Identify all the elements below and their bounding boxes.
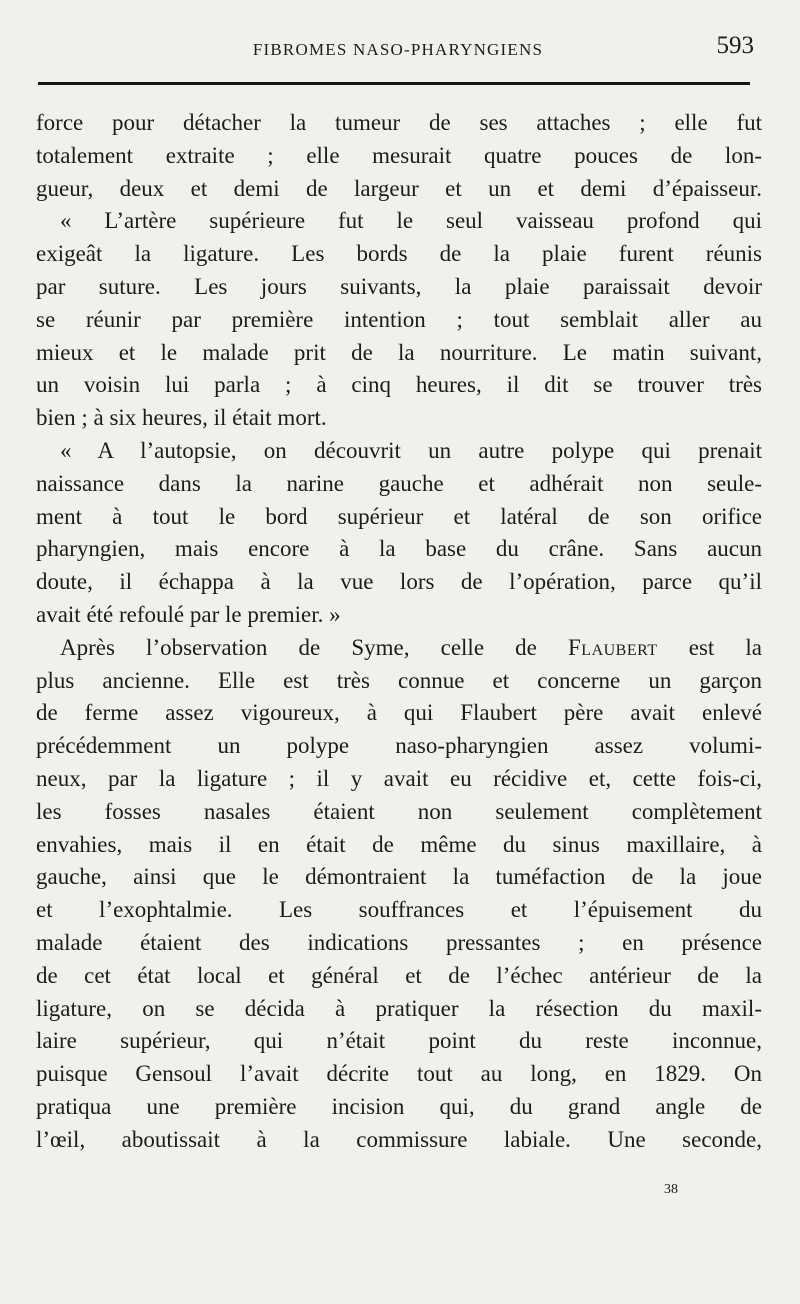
signature-mark: 38	[664, 1182, 678, 1197]
text-line: envahies, mais il en était de même du sinus maxillaire, à	[36, 831, 762, 857]
text-line: de cet état local et général et de l’échec antérieur de la	[36, 962, 762, 988]
text-line: se réunir par première intention ; tout semblait aller au	[36, 306, 762, 332]
text-line: gauche, ainsi que le démontraient la tuméfaction de la joue	[36, 864, 762, 890]
running-head	[40, 32, 756, 64]
text-line: doute, il échappa à la vue lors de l’opération, parce qu’il	[36, 569, 762, 595]
text-line: neux, par la ligature ; il y avait eu récidive et, cette fois-ci,	[36, 765, 762, 791]
text-line: plus ancienne. Elle est très connue et concerne un garçon	[36, 667, 762, 693]
header-rule	[38, 82, 750, 85]
text-line: pharyngien, mais encore à la base du crâne. Sans aucun	[36, 536, 762, 562]
text-line: « L’artère supérieure fut le seul vaisseau profond qui	[60, 208, 762, 234]
text-line: force pour détacher la tumeur de ses attaches ; elle fut	[36, 110, 762, 135]
text-line: un voisin lui parla ; à cinq heures, il dit se trouver très	[36, 372, 762, 398]
text-line: ment à tout le bord supérieur et latéral de son orifice	[36, 503, 762, 529]
text-segment: Après l’observation de Syme, celle de	[60, 634, 537, 660]
text-line: par suture. Les jours suivants, la plaie paraissait devoir	[36, 273, 762, 299]
page-number: 593	[716, 32, 754, 59]
text-line: malade étaient des indications pressantes ; en présence	[36, 929, 762, 955]
text-line: laire supérieur, qui n’était point du reste inconnue,	[36, 1028, 762, 1054]
text-line: de ferme assez vigoureux, à qui Flaubert père avait enlevé	[36, 700, 762, 726]
author-name: Flaubert	[568, 634, 658, 660]
text-line: « A l’autopsie, on découvrit un autre polype qui prenait	[60, 437, 762, 463]
text-line: avait été refoulé par le premier. »	[36, 601, 341, 627]
text-line: les fosses nasales étaient non seulement complètement	[36, 798, 762, 824]
text-line: l’œil, aboutissait à la commissure labiale. Une seconde,	[36, 1126, 762, 1152]
text-line	[36, 632, 762, 665]
text-line: ligature, on se décida à pratiquer la résection du maxil-	[36, 995, 762, 1021]
text-line: et l’exophtalmie. Les souffrances et l’épuisement du	[36, 897, 762, 923]
text-line: totalement extraite ; elle mesurait quatre pouces de lon-	[36, 142, 762, 168]
text-line: précédemment un polype naso-pharyngien assez volumi-	[36, 733, 762, 759]
text-segment: est la	[688, 634, 762, 660]
text-line: naissance dans la narine gauche et adhérait non seule-	[36, 470, 762, 496]
text-line: gueur, deux et demi de largeur et un et demi d’épaisseur.	[36, 175, 762, 201]
body-text	[36, 107, 762, 1157]
text-line: pratiqua une première incision qui, du grand angle de	[36, 1093, 762, 1119]
text-line: bien ; à six heures, il était mort.	[36, 405, 327, 431]
text-line: exigeât la ligature. Les bords de la plaie furent réunis	[36, 241, 762, 267]
text-line: puisque Gensoul l’avait décrite tout au long, en 1829. On	[36, 1061, 762, 1087]
running-title: FIBROMES NASO-PHARYNGIENS	[252, 40, 544, 59]
text-line: mieux et le malade prit de la nourriture. Le matin suivant,	[36, 339, 762, 365]
